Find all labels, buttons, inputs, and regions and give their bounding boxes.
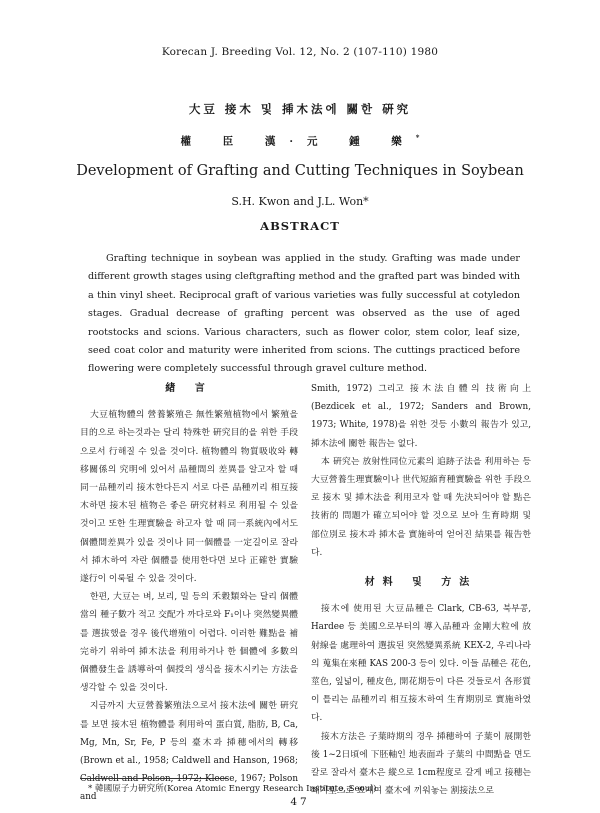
methods-paragraph-1: 接木에 使用된 大豆品種은 Clark, CB-63, 북부콩, Hardee 등 美國으로부터의 導入品種과 金剛大粒에 放射線을 處理하여 選拔된 突然變異系統 KEX-2, 우리나라의 蒐集在來種 KAS 200-3 등이 있다. 이들 品種은 花色, 莖色, 잎넓이, 種皮色, 開花期등이 다른 것들로서 各形質이 틀리는 品種끼리 相互接木하여 生育期別로 實施하였다. bbox=[311, 604, 531, 724]
methods-heading: 材料 및 方法 bbox=[364, 577, 478, 589]
korean-title: 大豆 接木 및 揷木法에 關한 硏究 bbox=[188, 102, 412, 116]
journal-header: Korecan J. Breeding Vol. 12, No. 2 (107-110) 1980 bbox=[161, 46, 439, 58]
methods-paragraph-2: 接木方法은 子葉時期의 경우 揷穗하여 子葉이 展開한 後 1~2日頃에 下胚軸인 地表面과 子葉의 中間點을 면도칼로 잘라서 臺木은 縱으로 1cm程度로 갈게 베고 接穗는 쐐기型으로 뾰개여 臺木에 끼워놓는 割接法으로 bbox=[311, 731, 531, 797]
page-number: 47 bbox=[290, 796, 310, 808]
introduction-paragraph-1: 大豆植物體의 營養繁殖은 無性繁殖植物에서 繁殖을 目的으로 하는것과는 달리 特殊한 硏究目的을 위한 手段으로서 行해질 수 있을 것이다. 植物體의 物質吸收와 轉移關係의 究明에 있어서 品種間의 差異를 알고자 할 때 同一品種끼리 接木한다든지 서로 다른 品種끼리 相互接木하면 接木된 植物은 좋은 硏究材料로 利用될 수 있을 것이고 또한 生理實驗을 하고자 할 때 同一系統內에서도 個體間差異가 있을 것이나 同一個體를 一定길이로 잘라서 揷木하여 자란 個體를 使用한다면 보다 正確한 實驗遂行이 이룩될 수 있을 것이다. bbox=[80, 410, 298, 585]
introduction-paragraph-2: 한편, 大豆는 벼, 보리, 밀 등의 禾穀類와는 달리 個體當의 種子數가 적고 交配가 까다로와 F₁이나 突然變異體를 選拔했을 경우 後代增殖이 어렵다. 이러한 難點을 補完하기 위하여 揷木法을 利用하거나 한 個體에 多數의 個體發生을 誘導하여 個授의 생식을 接木시키는 方法을 생각할 수 있을 것이다. bbox=[80, 592, 298, 694]
english-authors: S.H. Kwon and J.L. Won* bbox=[231, 195, 369, 208]
introduction-paragraph-3: 지금까지 大豆營養繁殖法으로서 接木法에 關한 硏究를 보면 接木된 植物體를 利用하여 蛋白質, 脂肪, B, Ca, Mg, Mn, Sr, Fe, P 등의 臺木과 揷穗에서의 轉移 (Brown et al., 1958; Caldwell and Hanson, 1968; Caldwell and Polson, 1972; Kleese, 1967; Polson and bbox=[80, 701, 298, 803]
footnote-divider bbox=[80, 778, 228, 779]
abstract-text: Grafting technique in soybean was applied in the study. Grafting was made under different growth stages using cleftgrafting method and the grafted part was binded with a thin vinyl sheet. Reciprocal graft of various varieties was fully successful at cotyledon stages. Gradual decrease of grafting percent was observed as the use of aged rootstocks and scions. Various characters, such as flower color, stem color, leaf size, seed coat color and maturity were inherited from scions. The cuttings practiced before flowering were completely successful through gravel culture method. bbox=[88, 253, 520, 375]
introduction-paragraph-4: 本 硏究는 放射性同位元素의 追跡子法을 利用하는 등 大豆營養生理實驗이나 世代短縮育種實驗을 위한 手段으로 接木 및 揷木法을 利用코자 할 때 先決되어야 할 點은 技術的 問題가 確立되어야 할 것으로 보아 生育時期 및 部位別로 接木과 揷木을 實施하여 얻어진 結果를 報告한다. bbox=[311, 456, 531, 558]
korean-authors-names: 權 臣 漢·元 鍾 樂 bbox=[180, 135, 416, 148]
affiliation-mark: * bbox=[415, 133, 420, 142]
english-title: Development of Grafting and Cutting Techniques in Soybean bbox=[76, 163, 524, 179]
affiliation-footnote: * 韓國原子力硏究所(Korea Atomic Energy Research Institute, Seoul) bbox=[88, 784, 377, 794]
introduction-continued-paragraph: Smith, 1972) 그리고 接木法自體의 技術向上(Bezdicek et al., 1972; Sanders and Brown, 1973; White, 1978)을 위한 것등 小數의 報告가 있고, 揷木法에 關한 報告는 없다. bbox=[311, 384, 531, 449]
left-column bbox=[80, 380, 298, 807]
abstract-heading: ABSTRACT bbox=[260, 219, 340, 233]
korean-authors bbox=[0, 133, 600, 149]
introduction-heading: 緖 言 bbox=[165, 383, 213, 394]
right-column bbox=[311, 380, 531, 800]
